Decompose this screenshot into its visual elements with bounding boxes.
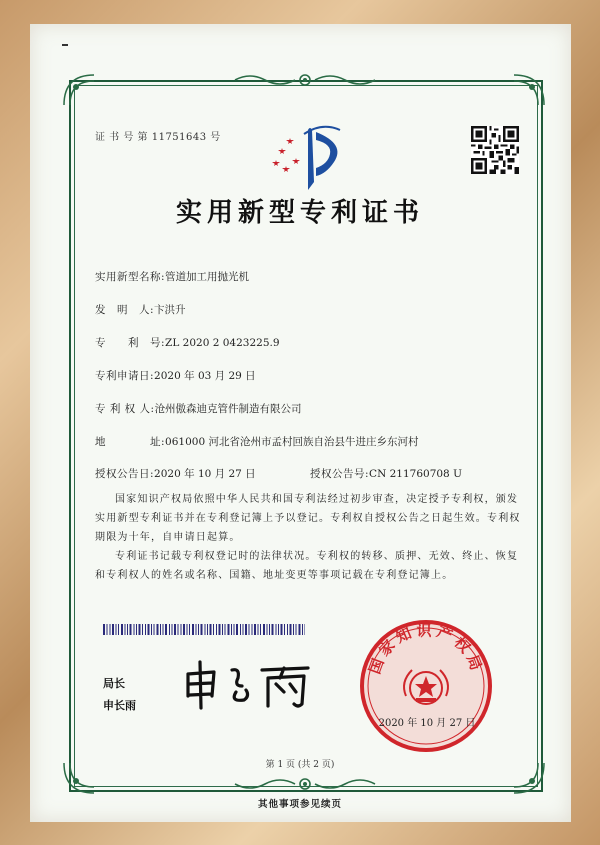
field-application-date — [95, 368, 256, 383]
field-patent-number — [95, 335, 280, 350]
field-grant-date — [95, 466, 256, 481]
field-value: ZL 2020 2 0423225.9 — [165, 337, 280, 349]
director-name: 申长雨 — [103, 699, 136, 712]
field-value: 061000 河北省沧州市孟村回族自治县牛进庄乡东河村 — [165, 436, 419, 448]
field-utility-model-name — [95, 269, 249, 284]
scan-mark — [62, 44, 68, 46]
field-value: 沧州傲森迪克管件制造有限公司 — [154, 403, 302, 415]
field-label: 授权公告日: — [95, 468, 155, 480]
grant-statement: 国家知识产权局依照中华人民共和国专利法经过初步审查，决定授予专利权，颁发实用新型专利证书并在专利登记簿上予以登记。专利权自授权公告之日起生效。专利权期限为十年，自申请日起算。 — [95, 494, 521, 543]
seal-date: 2020 年 10 月 27 日 — [378, 718, 476, 729]
corner-ornament-icon — [62, 73, 96, 107]
field-label: 发 明 人: — [95, 304, 155, 316]
field-label: 实用新型名称: — [95, 271, 166, 283]
legal-status-statement: 专利证书记载专利权登记时的法律状况。专利权的转移、质押、无效、终止、恢复和专利权人的姓名或名称、国籍、地址变更等事项记载在专利登记簿上。 — [95, 551, 519, 581]
field-value: 2020 年 10 月 27 日 — [154, 468, 256, 480]
field-label: 专 利 号: — [95, 337, 166, 349]
seal-text: 国家知识产权局 — [365, 621, 487, 677]
field-value: CN 211760708 U — [369, 468, 462, 480]
field-value: 2020 年 03 月 29 日 — [154, 370, 256, 382]
corner-ornament-icon — [512, 73, 546, 107]
field-label: 专 利 权 人: — [95, 403, 155, 415]
top-ornament-icon — [230, 72, 380, 88]
field-patentee — [95, 401, 302, 416]
field-publication-number — [310, 466, 462, 481]
director-signature-icon — [180, 656, 320, 712]
qr-code-icon — [471, 126, 519, 174]
field-label: 授权公告号: — [310, 468, 370, 480]
director-title: 局长 — [103, 677, 125, 690]
field-address — [95, 434, 418, 449]
field-label: 地 址: — [95, 436, 166, 448]
field-inventor — [95, 302, 186, 317]
certificate-number: 证 书 号 第 11751643 号 — [95, 132, 221, 143]
field-value: 卞洪升 — [154, 304, 186, 316]
field-value: 管道加工用抛光机 — [165, 271, 250, 283]
bottom-ornament-icon — [230, 776, 380, 792]
official-seal-icon — [358, 618, 494, 754]
footer-note: 其他事项参见续页 — [257, 799, 342, 810]
barcode-icon — [103, 624, 305, 635]
page-number: 第 1 页 (共 2 页) — [265, 760, 335, 770]
certificate-title: 实用新型专利证书 — [175, 198, 424, 228]
patent-office-logo-icon — [264, 120, 356, 194]
field-label: 专利申请日: — [95, 370, 155, 382]
